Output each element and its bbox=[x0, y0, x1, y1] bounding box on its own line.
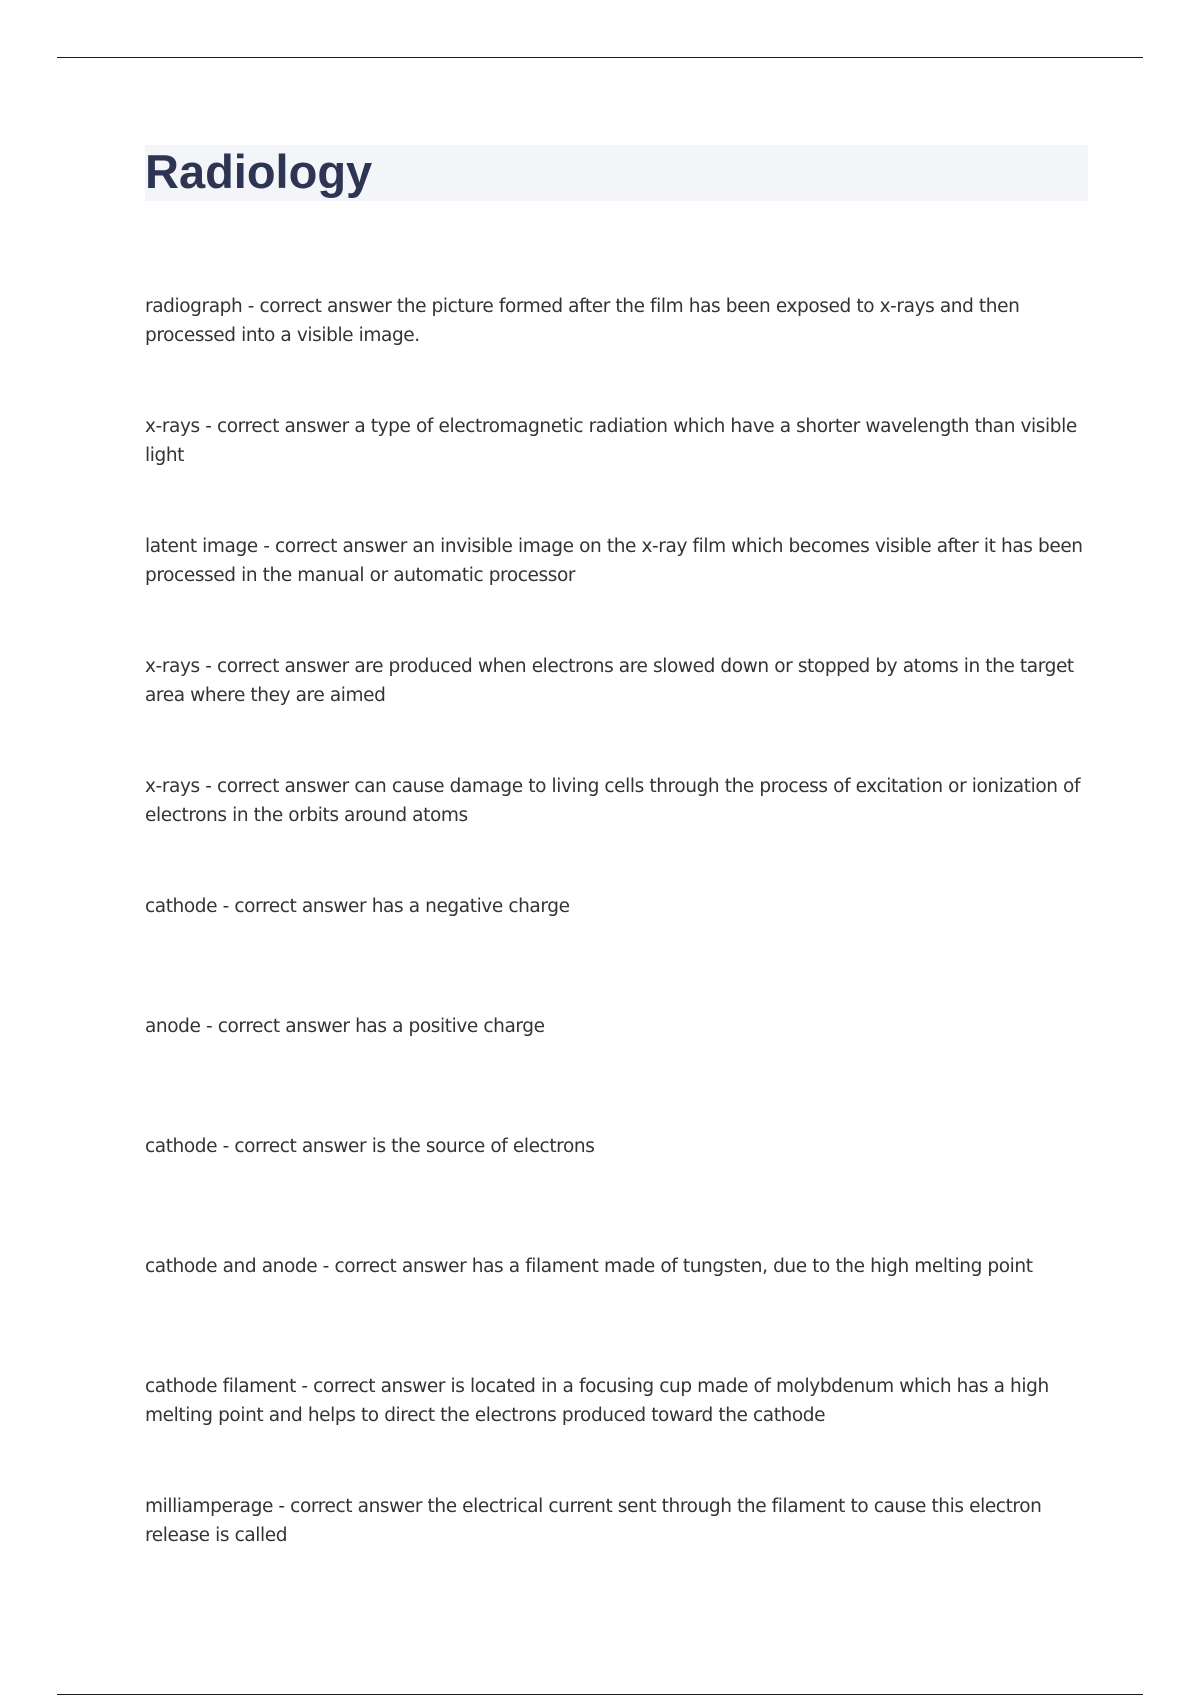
flashcard-entry: anode - correct answer has a positive charge bbox=[145, 1016, 545, 1037]
bottom-divider bbox=[57, 1694, 1143, 1695]
flashcard-entry: x-rays - correct answer can cause damage to living cells through the process of excitation or ionization of electrons in the orbits around atoms bbox=[145, 776, 1081, 826]
flashcard-entry: latent image - correct answer an invisible image on the x-ray film which becomes visible after it has been processed in the manual or automatic processor bbox=[145, 536, 1083, 586]
flashcard-entry: cathode and anode - correct answer has a filament made of tungsten, due to the high melting point bbox=[145, 1256, 1033, 1277]
flashcard-entry: milliamperage - correct answer the electrical current sent through the filament to cause this electron release is called bbox=[145, 1496, 1042, 1546]
flashcard-list bbox=[145, 292, 1090, 1612]
flashcard-entry: cathode - correct answer is the source of electrons bbox=[145, 1136, 595, 1157]
flashcard-entry: cathode - correct answer has a negative charge bbox=[145, 896, 570, 917]
flashcard-entry: x-rays - correct answer are produced when electrons are slowed down or stopped by atoms in the target area where they are aimed bbox=[145, 656, 1074, 706]
top-divider bbox=[57, 57, 1143, 58]
page-title: Radiology bbox=[145, 145, 373, 198]
flashcard-entry: x-rays - correct answer a type of electromagnetic radiation which have a shorter wavelength than visible light bbox=[145, 416, 1077, 466]
flashcard-entry: cathode filament - correct answer is located in a focusing cup made of molybdenum which has a high melting point and helps to direct the electrons produced toward the cathode bbox=[145, 1376, 1049, 1426]
flashcard-entry: radiograph - correct answer the picture formed after the film has been exposed to x-rays and then processed into a visible image. bbox=[145, 296, 1020, 346]
